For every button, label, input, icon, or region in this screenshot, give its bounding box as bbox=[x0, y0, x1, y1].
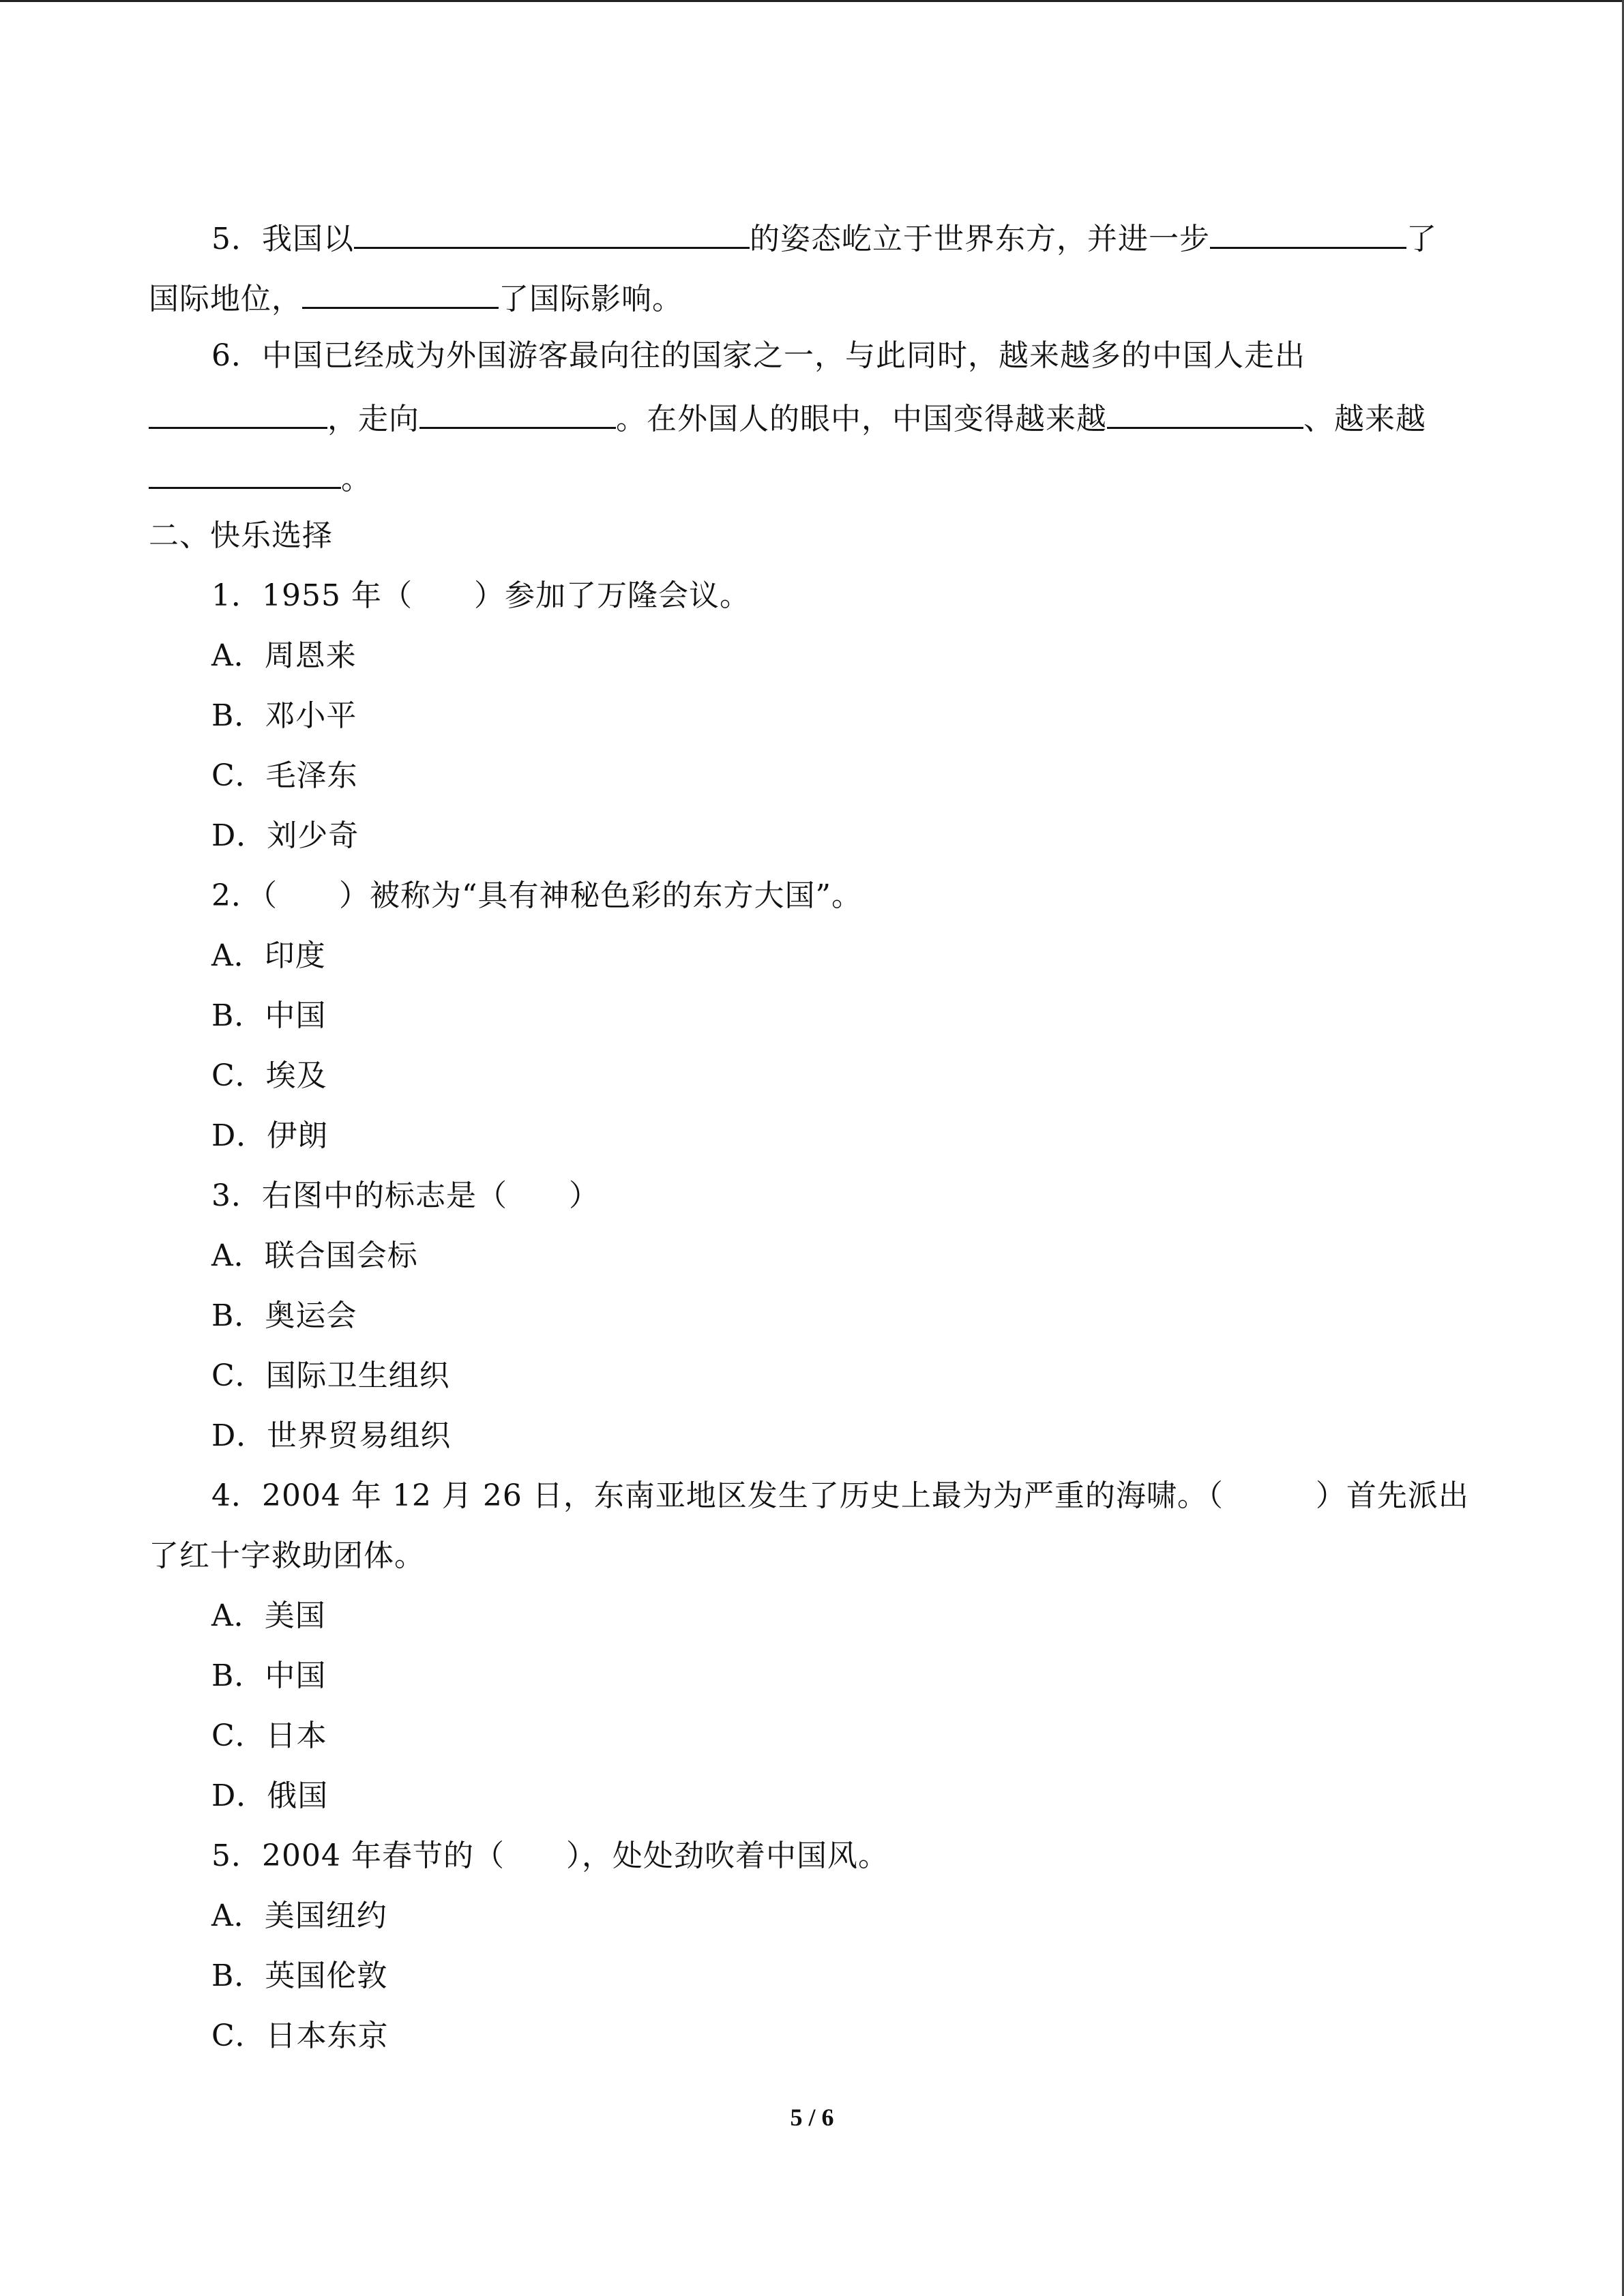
question-2-option-d[interactable]: D．伊朗 bbox=[211, 1118, 329, 1153]
question-1-option-d[interactable]: D．刘少奇 bbox=[211, 818, 359, 853]
question-3-option-d[interactable]: D．世界贸易组织 bbox=[211, 1418, 452, 1453]
question-4-stem-continued: 了红十字救助团体。 bbox=[149, 1538, 425, 1573]
question-4-option-a[interactable]: A．美国 bbox=[211, 1598, 326, 1633]
question-5-stem: 5．2004 年春节的（ ），处处劲吹着中国风。 bbox=[211, 1838, 889, 1873]
question-1-option-b[interactable]: B．邓小平 bbox=[211, 698, 357, 733]
question-3-option-a[interactable]: A．联合国会标 bbox=[211, 1238, 418, 1273]
fill-in-question-6-line-1: 6．中国已经成为外国游客最向往的国家之一，与此同时，越来越多的中国人走出 bbox=[211, 338, 1305, 373]
question-3-stem: 3．右图中的标志是（ ） bbox=[211, 1178, 600, 1213]
page-top-border bbox=[0, 0, 1624, 2]
question-1-option-c[interactable]: C．毛泽东 bbox=[211, 758, 358, 793]
answer-blank[interactable] bbox=[149, 397, 327, 429]
question-1-stem: 1．1955 年（ ）参加了万隆会议。 bbox=[211, 578, 750, 613]
question-5-option-a[interactable]: A．美国纽约 bbox=[211, 1898, 387, 1933]
fill-in-question-6-line-2: ，走向 。在外国人的眼中，中国变得越来越 、越来越 bbox=[149, 397, 1426, 438]
answer-blank[interactable] bbox=[419, 397, 616, 429]
fill-in-question-5-line-1: 5．我国以 的姿态屹立于世界东方，并进一步 了 bbox=[211, 217, 1437, 258]
question-2-option-c[interactable]: C．埃及 bbox=[211, 1058, 327, 1093]
question-2-option-b[interactable]: B．中国 bbox=[211, 998, 327, 1033]
question-4-option-b[interactable]: B．中国 bbox=[211, 1658, 327, 1693]
fill-in-question-5-line-2: 国际地位， 了国际影响。 bbox=[149, 277, 683, 318]
question-2-stem: 2．（ ）被称为“具有神秘色彩的东方大国”。 bbox=[211, 878, 862, 913]
question-number: 6． bbox=[211, 338, 262, 373]
answer-blank[interactable] bbox=[1210, 217, 1406, 249]
question-5-option-c[interactable]: C．日本东京 bbox=[211, 2018, 389, 2053]
question-number: 5． bbox=[211, 222, 262, 256]
answer-blank[interactable] bbox=[149, 457, 341, 489]
question-2-option-a[interactable]: A．印度 bbox=[211, 938, 326, 973]
page-number: 5 / 6 bbox=[790, 2104, 834, 2131]
question-5-option-b[interactable]: B．英国伦敦 bbox=[211, 1958, 388, 1993]
answer-blank[interactable] bbox=[1107, 397, 1303, 429]
question-3-option-b[interactable]: B．奥运会 bbox=[211, 1298, 357, 1333]
question-4-stem: 4．2004 年 12 月 26 日，东南亚地区发生了历史上最为为严重的海啸。（ ）首先派出 bbox=[211, 1478, 1469, 1513]
question-3-option-c[interactable]: C．国际卫生组织 bbox=[211, 1358, 450, 1393]
section-title: 二、快乐选择 bbox=[149, 518, 333, 553]
question-4-option-d[interactable]: D．俄国 bbox=[211, 1778, 329, 1813]
answer-blank[interactable] bbox=[302, 277, 499, 309]
fill-in-question-6-line-3: 。 bbox=[149, 457, 372, 498]
question-4-option-c[interactable]: C．日本 bbox=[211, 1718, 327, 1753]
answer-blank[interactable] bbox=[354, 217, 750, 249]
question-1-option-a[interactable]: A．周恩来 bbox=[211, 638, 357, 673]
